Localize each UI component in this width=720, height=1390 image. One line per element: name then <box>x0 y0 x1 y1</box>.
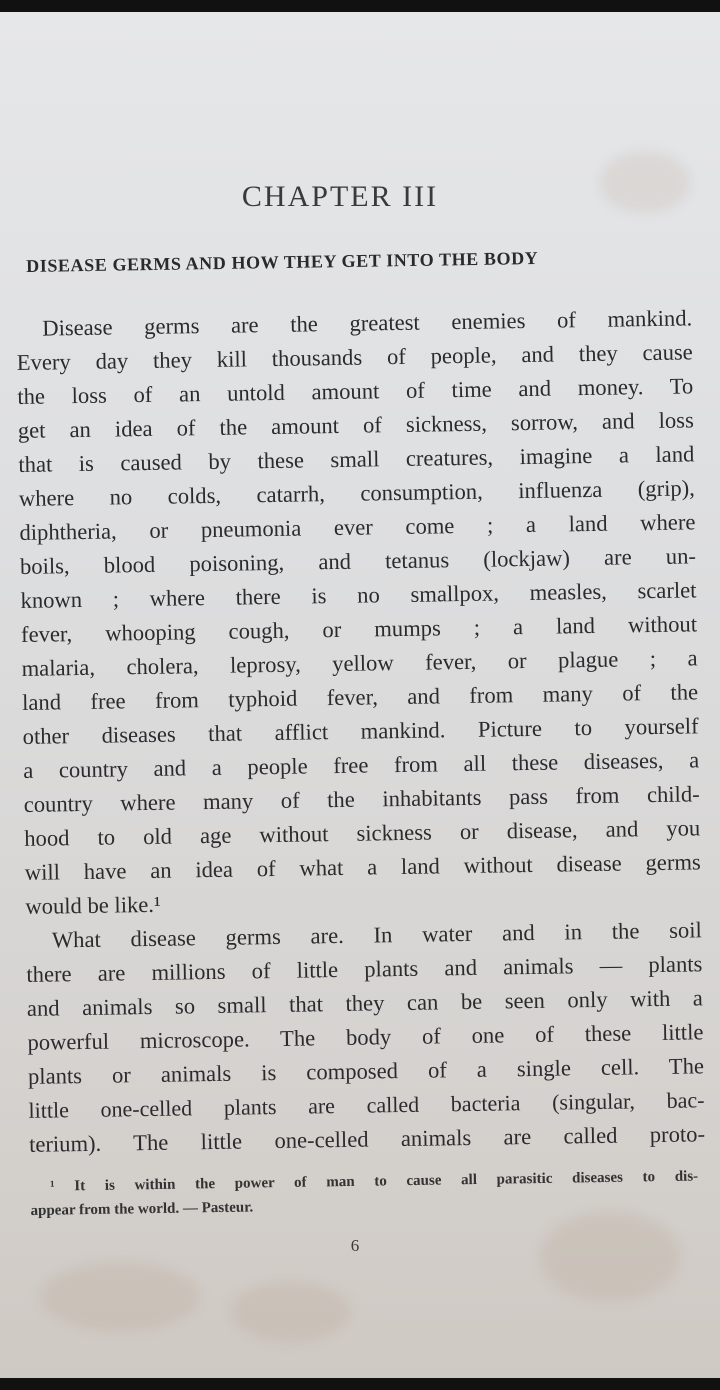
text-line: Disease germs are the greatest enemies of mankind. <box>42 305 693 341</box>
text-line: country where many of the inhabitants pass from child- <box>23 781 700 817</box>
text-line: hood to old age without sickness or disease, and you <box>24 815 701 851</box>
book-page <box>0 12 720 1378</box>
body-text <box>16 301 705 1162</box>
text-line: will have an idea of what a land without disease germs <box>24 849 701 885</box>
footnote-line: ¹ It is within the power of man to cause all parasitic diseases to dis- <box>50 1168 699 1195</box>
text-line: terium). The little one-celled animals are called proto- <box>28 1121 706 1157</box>
text-line: get an idea of the amount of sickness, sorrow, and loss <box>17 407 694 443</box>
text-line: a country and a people free from all these diseases, a <box>23 747 700 783</box>
text-line: would be like.¹ <box>25 891 161 919</box>
text-line: known ; where there is no smallpox, measles, scarlet <box>20 577 697 613</box>
text-line: powerful microscope. The body of one of these little <box>27 1019 704 1055</box>
text-line: where no colds, catarrh, consumption, influenza (grip), <box>18 475 696 511</box>
text-line: the loss of an untold amount of time and money. To <box>17 373 694 409</box>
paper-stain <box>230 1282 350 1342</box>
text-line: other diseases that afflict mankind. Picture to yourself <box>22 713 699 749</box>
footnote-line: appear from the world. — Pasteur. <box>30 1199 254 1219</box>
text-line: that is caused by these small creatures, imagine a land <box>18 441 695 477</box>
paper-stain <box>540 1212 680 1302</box>
section-title: DISEASE GERMS AND HOW THEY GET INTO THE BODY <box>26 247 539 276</box>
text-line: there are millions of little plants and animals — plants <box>26 951 703 987</box>
text-line: and animals so small that they can be seen only with a <box>26 985 704 1021</box>
paper-stain <box>40 1262 200 1332</box>
text-line: diphtheria, or pneumonia ever come ; a land where <box>19 509 696 545</box>
text-line: Every day they kill thousands of people, and they cause <box>16 339 693 375</box>
text-line: plants or animals is composed of a single cell. The <box>27 1053 705 1089</box>
text-line: malaria, cholera, leprosy, yellow fever, or plague ; a <box>21 645 698 681</box>
text-line: fever, whooping cough, or mumps ; a land without <box>20 611 698 647</box>
chapter-heading: CHAPTER III <box>241 180 439 213</box>
text-line: little one-celled plants are called bacteria (singular, bac- <box>28 1087 705 1123</box>
text-line: land free from typhoid fever, and from many of the <box>21 679 699 715</box>
text-line: boils, blood poisoning, and tetanus (lockjaw) are un- <box>19 543 697 579</box>
text-line: What disease germs are. In water and in the soil <box>51 917 702 953</box>
page-number: 6 <box>350 1236 360 1255</box>
